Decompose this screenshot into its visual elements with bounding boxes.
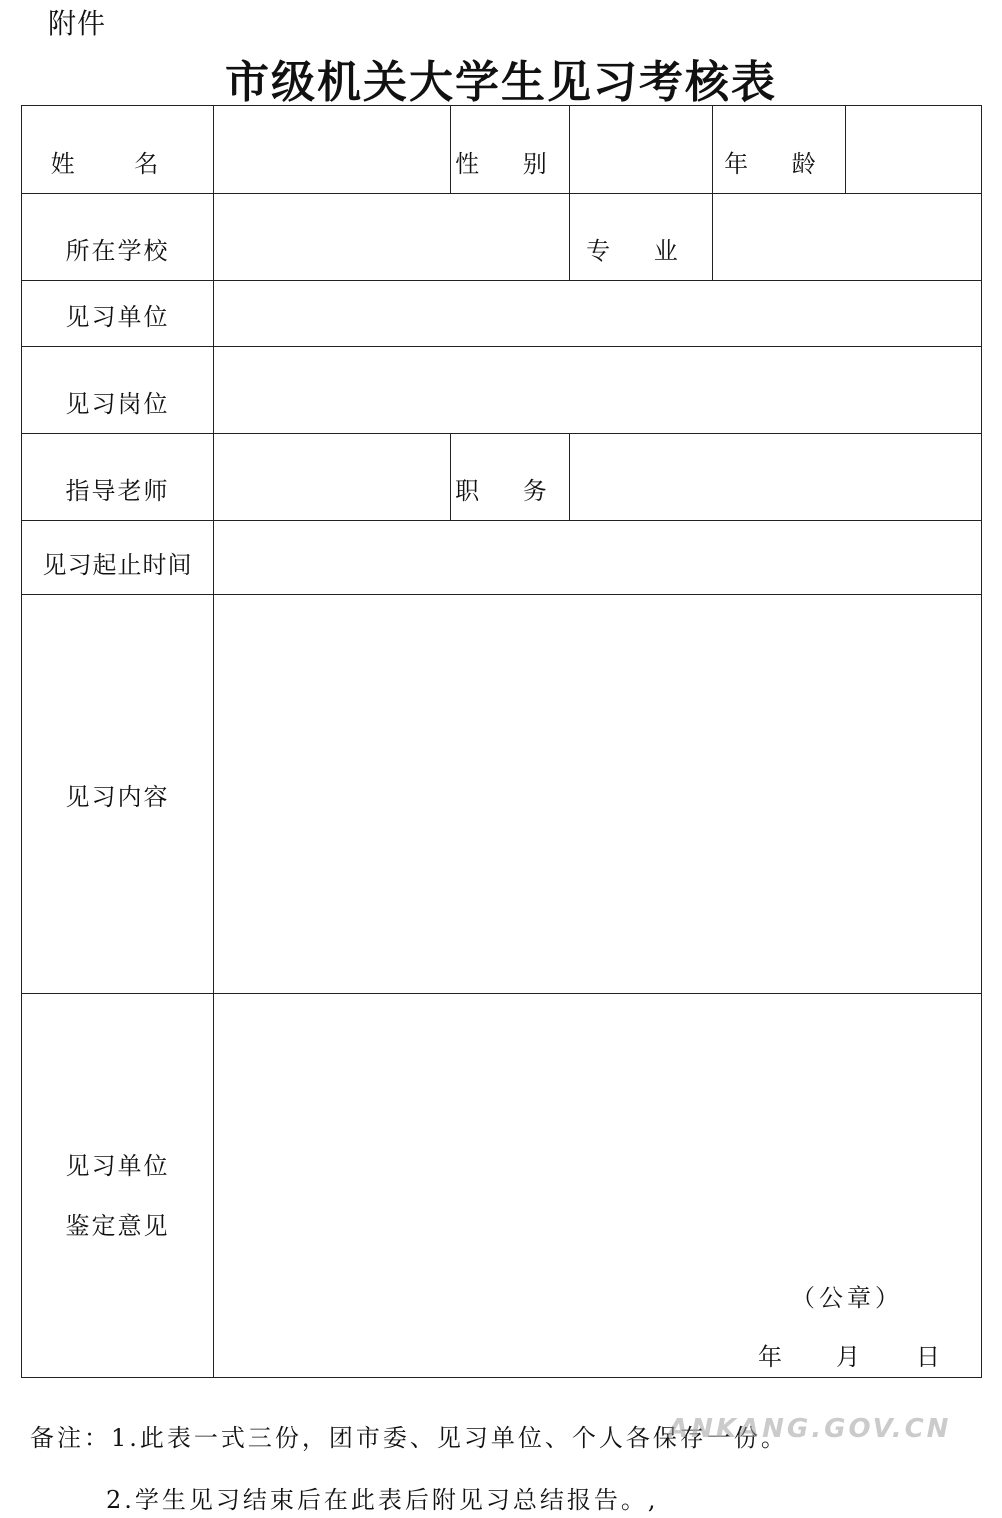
duty-field[interactable] (570, 434, 982, 521)
appraisal-label-line2: 鉴定意见 (65, 1211, 170, 1240)
content-field[interactable] (214, 595, 982, 994)
period-field[interactable] (214, 521, 982, 595)
period-label: 见习起止时间 (42, 551, 193, 579)
date-day: 日 (916, 1343, 942, 1371)
date-year: 年 (758, 1343, 784, 1371)
age-label-cell (713, 106, 846, 194)
gender-label: 性 别 (455, 150, 565, 178)
official-seal-label: （公章） (791, 1284, 903, 1312)
date-month: 月 (836, 1343, 862, 1371)
mentor-label: 指导老师 (65, 477, 170, 505)
assessment-form-table (21, 105, 982, 1378)
row-position (22, 347, 982, 434)
name-field[interactable] (214, 106, 451, 194)
row-school (22, 194, 982, 281)
form-title: 市级机关大学生见习考核表 (225, 57, 777, 108)
school-field[interactable] (214, 194, 570, 281)
duty-label: 职 务 (455, 477, 565, 505)
age-field[interactable] (846, 106, 982, 194)
school-label: 所在学校 (65, 237, 170, 265)
appraisal-field[interactable] (214, 994, 982, 1378)
note-line-2: 2.学生见习结束后在此表后附见习总结报告。, (106, 1486, 659, 1514)
major-field[interactable] (713, 194, 982, 281)
row-mentor (22, 434, 982, 521)
position-field[interactable] (214, 347, 982, 434)
gender-label-cell (451, 106, 570, 194)
content-label: 见习内容 (65, 782, 170, 811)
appraisal-label-line1: 见习单位 (65, 1151, 170, 1180)
attachment-label: 附件 (48, 7, 107, 40)
name-label: 姓 名 (50, 150, 185, 178)
unit-label: 见习单位 (65, 303, 170, 331)
gender-field[interactable] (570, 106, 713, 194)
mentor-label-cell (22, 434, 214, 521)
mentor-field[interactable] (214, 434, 451, 521)
major-label: 专 业 (586, 237, 696, 265)
age-label: 年 龄 (724, 150, 834, 178)
row-basic-info (22, 106, 982, 194)
period-label-cell (22, 521, 214, 595)
position-label: 见习岗位 (65, 390, 170, 418)
site-watermark: ANKANG.GOV.CN (668, 1414, 952, 1444)
unit-field[interactable] (214, 281, 982, 347)
name-label-cell (22, 106, 214, 194)
unit-label-cell (22, 281, 214, 347)
major-label-cell (570, 194, 713, 281)
row-content (22, 595, 982, 994)
appraisal-label-cell (22, 994, 214, 1378)
row-unit (22, 281, 982, 347)
school-label-cell (22, 194, 214, 281)
row-appraisal (22, 994, 982, 1378)
note-line-1: 备注：1.此表一式三份，团市委、见习单位、个人各保存一份。 (30, 1424, 788, 1452)
content-label-cell (22, 595, 214, 994)
row-period (22, 521, 982, 595)
duty-label-cell (451, 434, 570, 521)
position-label-cell (22, 347, 214, 434)
